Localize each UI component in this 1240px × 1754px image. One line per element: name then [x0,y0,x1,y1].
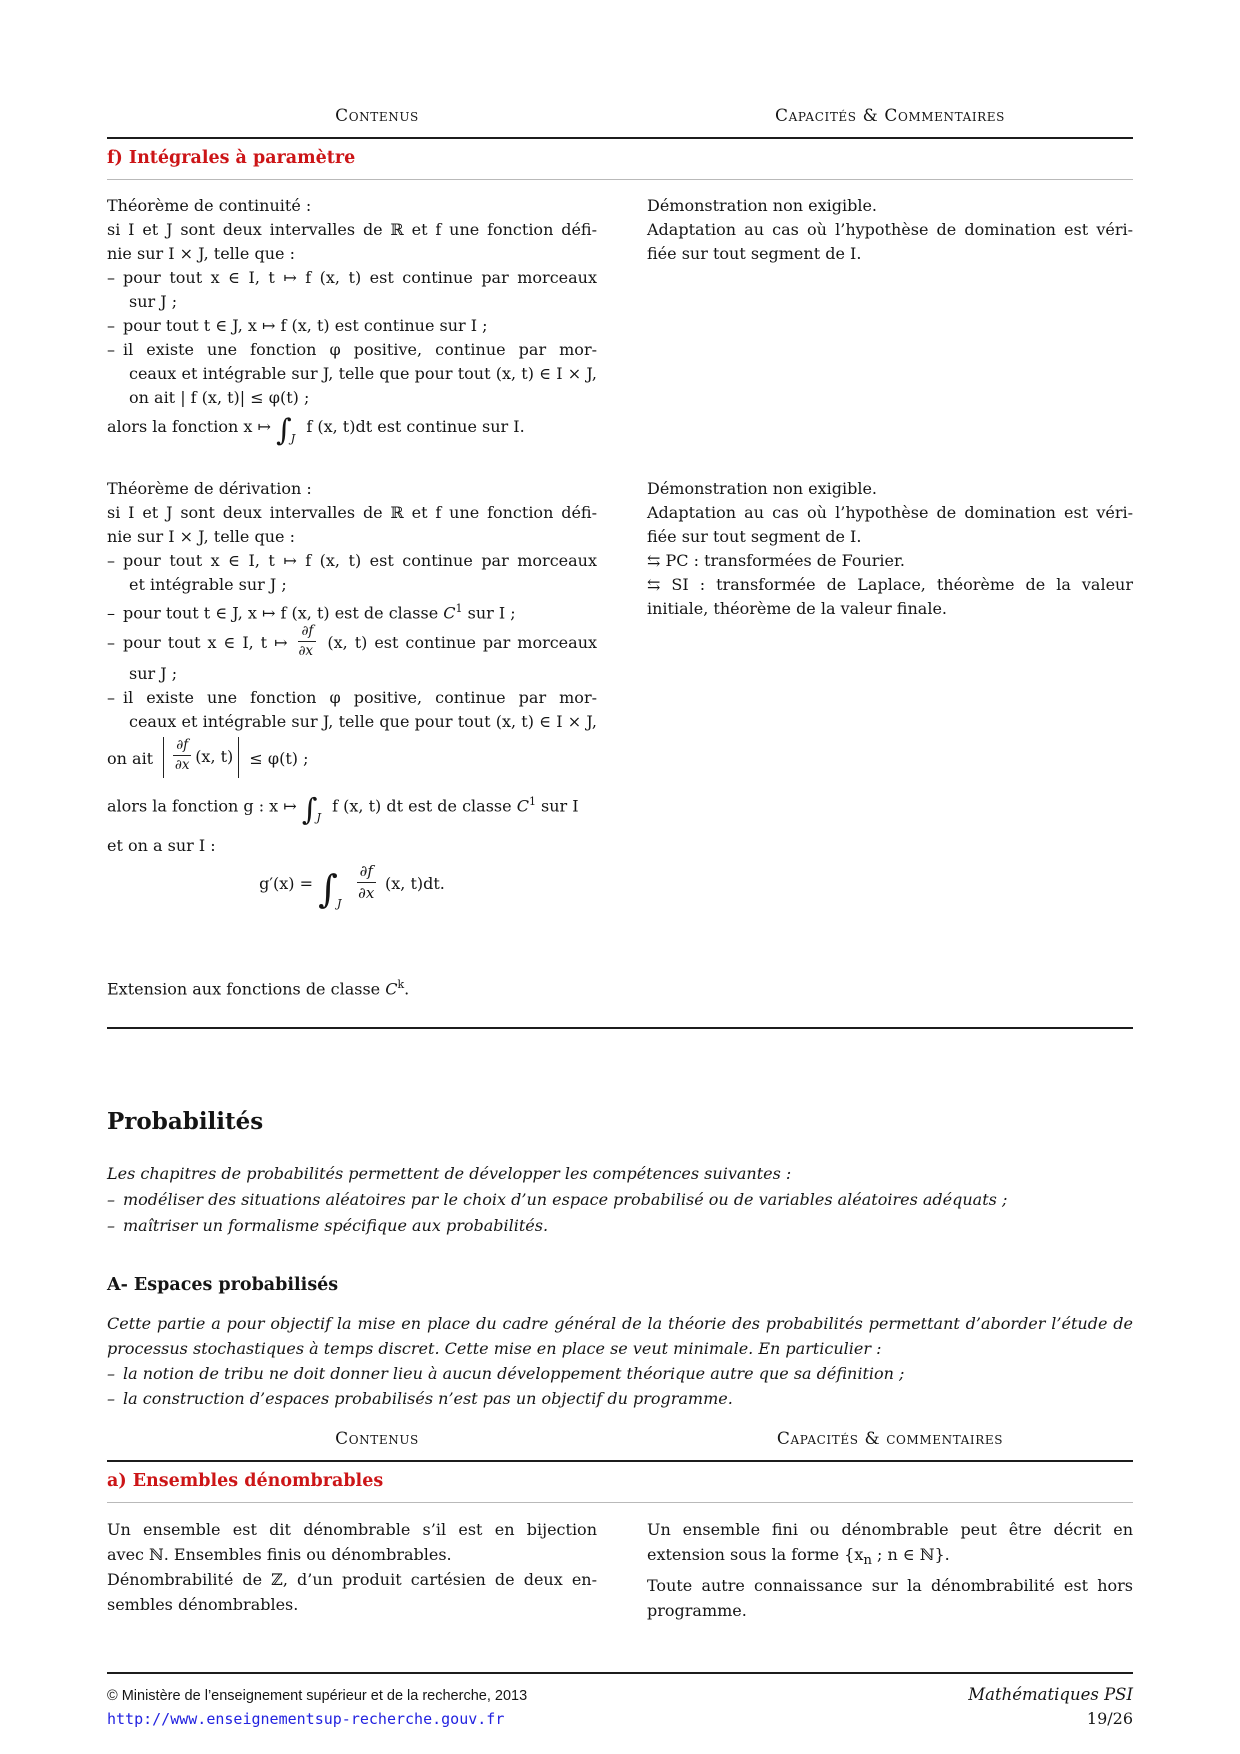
bullet-continuation-line: ceaux et intégrable sur J, telle que pour tout (x, t) ∈ I × J, [129,364,597,383]
text-line: Un ensemble est dit dénombrable s’il est en bijection [107,1520,597,1540]
fraction-numerator: ∂f [357,862,376,883]
subsection-title-espaces-probabilises: A- Espaces probabilisés [107,1275,339,1296]
intro-line: processus stochastiques à temps discret. Cette mise en place se veut minimale. En particulier : [107,1339,882,1359]
text-line: fiée sur tout segment de I. [647,527,862,546]
espaces-probabilises-intro [107,1311,1133,1411]
contenus-cell [107,194,597,455]
integral-subscript: J [336,895,342,910]
contenus-cell [107,477,597,917]
intro-bullet-line: – maîtriser un formalisme spécifique aux probabilités. [107,1216,549,1236]
footer-page-number: 19/26 [1086,1709,1133,1728]
bullet-continuation-line: ceaux et intégrable sur J, telle que pour tout (x, t) ∈ I × J, [129,712,597,732]
bullet-continuation-line: et intégrable sur J ; [129,575,287,594]
text-line: nie sur I × J, telle que : [107,244,295,263]
text-line: sembles dénombrables. [107,1595,299,1615]
section-heading-f-label: f) Intégrales à paramètre [107,148,356,168]
intro-bullet-line: – la construction d’espaces probabilisés n’est pas un objectif du programme. [107,1389,733,1409]
text-line: fiée sur tout segment de I. [647,244,862,263]
cross-discipline-line: ⇆ SI : transformée de Laplace, théorème de la valeur [647,575,1133,594]
superscript: 1 [528,794,536,808]
bullet-line: – il existe une fonction φ positive, continue par mor- [107,688,597,708]
script-c-symbol: C [385,979,398,999]
text-line: avec ℕ. Ensembles finis ou dénombrables. [107,1545,452,1565]
math-text: – pour tout t ∈ J, x ↦ f (x, t) est de classe [107,603,444,623]
superscript: k [397,977,405,991]
intro-line: Les chapitres de probabilités permettent de développer les compétences suivantes : [107,1164,792,1184]
table-header-2 [107,1427,1133,1462]
math-text: f (x, t) dt est de classe [332,796,517,816]
fraction-numerator: ∂f [173,737,191,756]
column-header-contenus: Contenus [335,106,419,126]
math-text: ≤ φ(t) ; [249,748,309,768]
text-line: Démonstration non exigible. [647,196,878,215]
text-line: Démonstration non exigible. [647,479,878,498]
bullet-line: – pour tout t ∈ J, x ↦ f (x, t) est continue sur I ; [107,316,488,335]
table-header-1 [107,104,1133,139]
text-line: et on a sur I : [107,836,216,856]
text-line: Dénombrabilité de ℤ, d’un produit cartésien de deux en- [107,1570,597,1590]
text-line: Théorème de dérivation : [107,479,312,498]
page-content [107,0,1133,1623]
intro-bullet-line: – modéliser des situations aléatoires par le choix d’un espace probabilisé ou de variables aléatoires adéquats ; [107,1190,1008,1210]
math-text: ; n ∈ ℕ}. [871,1545,950,1565]
capacites-cell [647,1517,1133,1623]
partial-derivative-fraction [357,862,376,903]
integral-sign: ∫ [275,413,292,448]
integral-sign: ∫ [318,866,338,911]
integral-sign: ∫ [301,792,318,828]
math-text: . [404,979,410,999]
text-line: nie sur I × J, telle que : [107,527,295,546]
row-ensembles-denombrables [107,1517,1133,1623]
math-line-integral [107,410,597,455]
bullet-line: – pour tout x ∈ I, t ↦ f (x, t) est continue par morceaux [107,268,597,287]
probabilites-intro [107,1161,1133,1239]
math-line-integral [107,785,597,834]
math-text: alors la fonction g : x ↦ [107,796,297,816]
text-line: Un ensemble fini ou dénombrable peut être décrit en [647,1520,1133,1540]
text-line: initiale, théorème de la valeur finale. [647,599,947,618]
chapter-title-probabilites: Probabilités [107,1108,264,1136]
math-text: extension sous la forme {x [647,1545,864,1565]
section-heading-a-label: a) Ensembles dénombrables [107,1471,384,1492]
math-text: (x, t) [195,746,234,766]
partial-derivative-fraction [298,623,316,660]
math-text: (x, t)dt. [385,873,445,893]
display-formula-derivative [107,858,597,917]
capacites-cell [647,194,1133,266]
footer-edition-label: Mathématiques PSI [968,1685,1133,1704]
footer-copyright: © Ministère de l’enseignement supérieur et de la recherche, 2013 [107,1688,528,1704]
bullet-line: – il existe une fonction φ positive, continue par mor- [107,340,597,359]
math-text: sur I ; [462,603,516,623]
text-line: programme. [647,1601,747,1621]
row-derivation-theorem [107,477,1133,917]
subscript-n: n [863,1553,872,1569]
superscript: 1 [455,602,463,615]
math-text: sur I [535,796,579,816]
column-header-capacites: Capacités & Commentaires [774,106,1005,126]
intro-line: Cette partie a pour objectif la mise en place du cadre général de la théorie des probabilités permettant d’aborder l’étude de [107,1314,1133,1334]
integral-subscript: J [290,431,296,445]
math-text: (x, t) est continue par morceaux [327,633,598,653]
contenus-cell [107,1517,597,1617]
section-heading-f [107,139,1133,180]
text-line-with-subscript [647,1542,1133,1573]
section-heading-a [107,1462,1133,1503]
math-text: alors la fonction x ↦ [107,417,271,436]
absolute-value-bars [163,737,239,778]
extension-line [107,973,1133,1001]
bullet-line-fraction [107,625,597,662]
text-line: Toute autre connaissance sur la dénombrabilité est hors [647,1576,1133,1596]
math-text: – pour tout x ∈ I, t ↦ [107,633,288,653]
bullet-line: – pour tout x ∈ I, t ↦ f (x, t) est continue par morceaux [107,551,597,570]
intro-bullet-line: – la notion de tribu ne doit donner lieu à aucun développement théorique autre que sa définition ; [107,1364,905,1384]
bullet-continuation-line: sur J ; [129,664,178,684]
bullet-line [107,597,597,625]
table-end-rule [107,1027,1133,1029]
fraction-denominator: ∂x [174,756,190,773]
page-footer [107,1672,1133,1731]
text-line: Adaptation au cas où l’hypothèse de domination est véri- [647,220,1133,239]
math-text: g′(x) = [259,873,313,893]
capacites-cell [647,477,1133,621]
math-text: f (x, t)dt est continue sur I. [306,417,525,436]
math-text: on ait [107,748,154,768]
column-header-capacites: Capacités & commentaires [776,1429,1004,1450]
fraction-denominator: ∂x [298,643,314,660]
bullet-continuation-line: sur J ; [129,292,178,311]
partial-derivative-fraction [173,737,191,774]
cross-discipline-line: ⇆ PC : transformées de Fourier. [647,551,905,570]
text-line: Adaptation au cas où l’hypothèse de domination est véri- [647,503,1133,522]
column-header-contenus: Contenus [335,1429,419,1450]
bullet-continuation-line: on ait | f (x, t)| ≤ φ(t) ; [129,388,310,407]
math-text: Extension aux fonctions de classe [107,979,386,999]
fraction-denominator: ∂x [358,883,375,902]
fraction-numerator: ∂f [298,623,316,642]
text-line: Théorème de continuité : [107,196,312,215]
script-c-symbol: C [516,796,529,816]
footer-url-link[interactable]: http://www.enseignementsup-recherche.gouv.fr [107,1710,505,1728]
text-line: si I et J sont deux intervalles de ℝ et f une fonction défi- [107,220,597,239]
integral-subscript: J [316,810,322,825]
text-line: si I et J sont deux intervalles de ℝ et f une fonction défi- [107,503,597,522]
row-continuity-theorem [107,194,1133,455]
script-c-symbol: C [443,603,456,623]
math-line-absolute-value [107,734,597,785]
